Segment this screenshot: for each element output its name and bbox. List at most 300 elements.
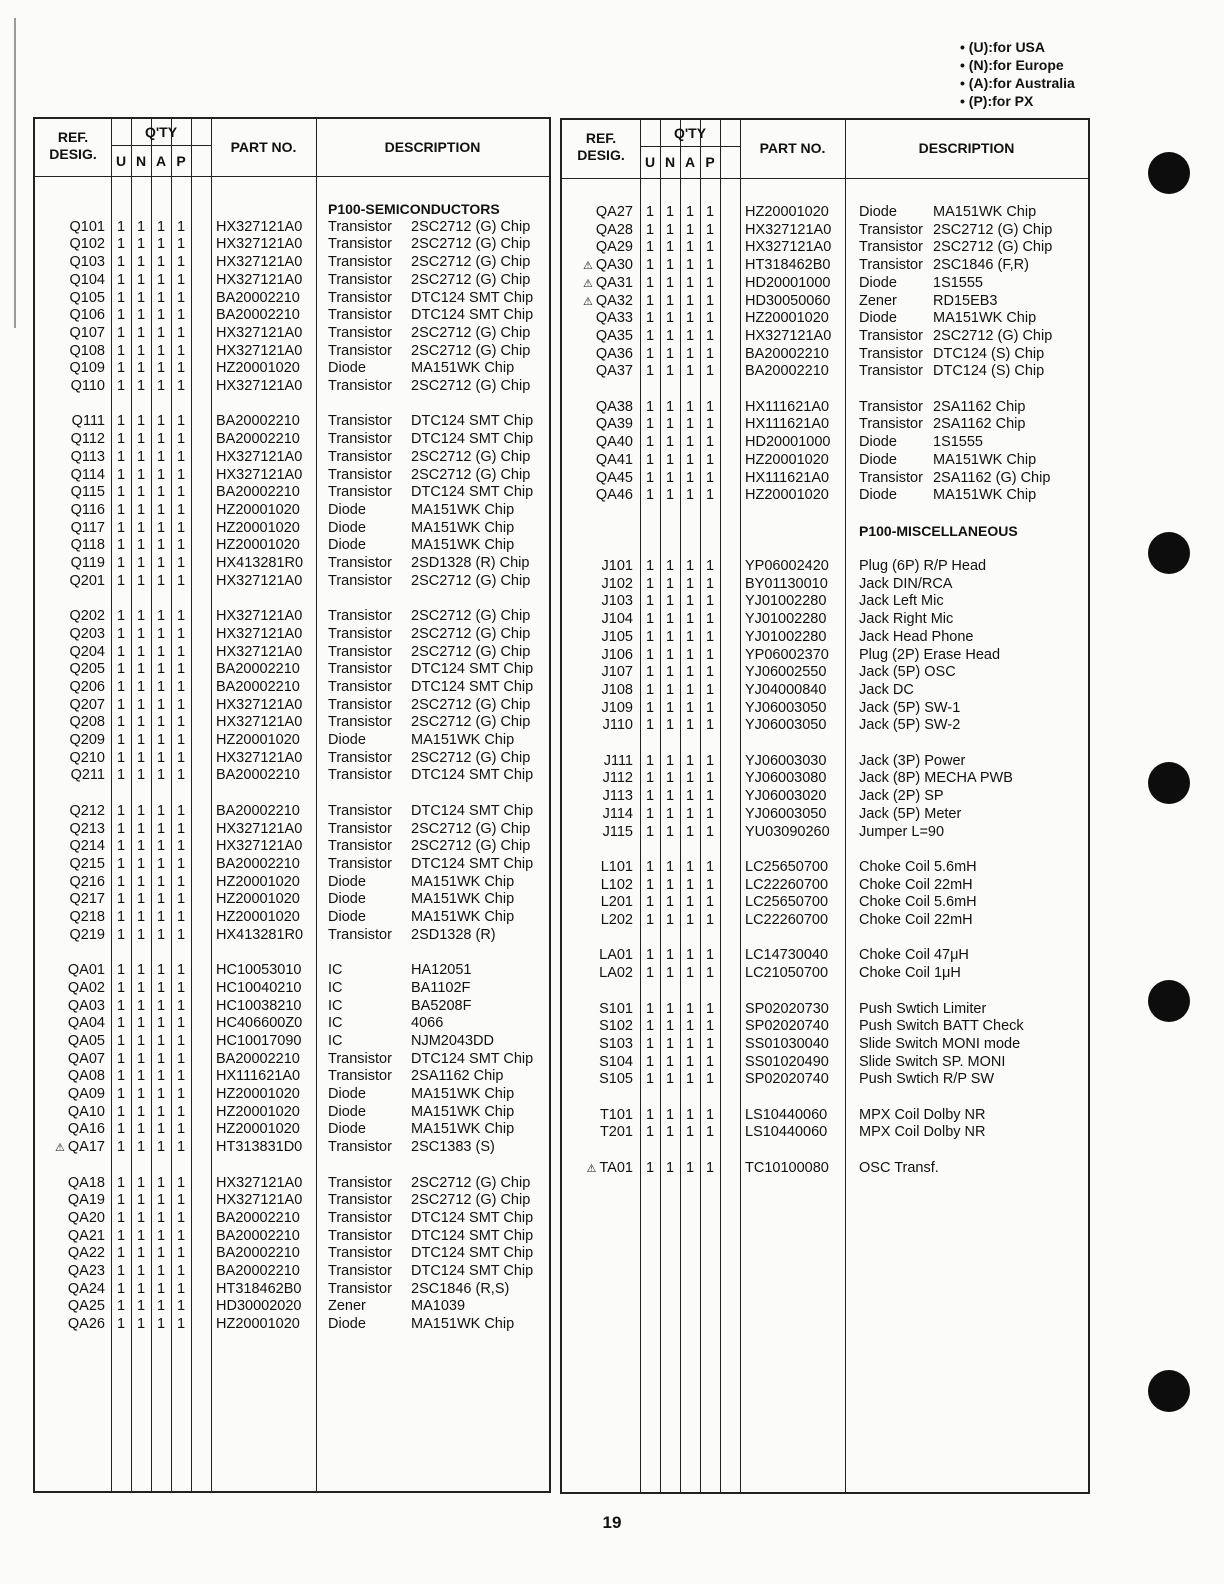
- table-row: [35, 750, 549, 768]
- description-type: Choke Coil 22mH: [859, 912, 973, 928]
- qty-a: 1: [685, 681, 695, 698]
- description-type: IC: [328, 997, 343, 1014]
- part-no: LC21050700: [745, 965, 829, 982]
- qty-p: 1: [705, 434, 715, 451]
- qty-a: 1: [156, 1032, 166, 1049]
- qty-a: 1: [685, 558, 695, 574]
- qty-u: 1: [645, 292, 655, 309]
- description-type: Jack (5P) OSC: [859, 664, 956, 681]
- table-row: [35, 838, 549, 856]
- table-row: [35, 998, 549, 1016]
- table-row: [35, 1281, 549, 1299]
- description-type: Transistor: [328, 678, 392, 695]
- qty-u: 1: [645, 646, 655, 663]
- description-type: IC: [328, 979, 343, 996]
- qty-n: 1: [136, 625, 146, 642]
- description-type: Choke Coil 5.6mH: [859, 858, 977, 875]
- qty-a: 1: [685, 434, 695, 451]
- table-row: [35, 467, 549, 485]
- description-type: OSC Transf.: [859, 1159, 939, 1176]
- description-type: IC: [328, 962, 343, 979]
- part-no: SS01020490: [745, 1053, 829, 1070]
- part-no: TC10100080: [745, 1159, 829, 1176]
- table-row: [35, 502, 549, 520]
- qty-a: 1: [685, 398, 695, 415]
- qty-p: 1: [176, 661, 186, 678]
- qty-a: 1: [156, 1209, 166, 1226]
- description-type: Diode: [859, 451, 897, 468]
- qty-a: 1: [685, 345, 695, 362]
- qty-a: 1: [685, 664, 695, 681]
- ref-desig: Q106: [69, 307, 105, 324]
- table-row: [562, 788, 1088, 806]
- part-no: HZ20001020: [745, 310, 829, 327]
- ref-desig: Q206: [69, 678, 105, 695]
- qty-p: 1: [705, 876, 715, 893]
- qty-n: 1: [136, 997, 146, 1014]
- table-row: [35, 821, 549, 839]
- qty-u: 1: [645, 1018, 655, 1035]
- table-row: [35, 1228, 549, 1246]
- qty-n: 1: [665, 681, 675, 698]
- part-no: HX327121A0: [216, 820, 303, 837]
- qty-p: 1: [176, 643, 186, 660]
- part-no: HX111621A0: [745, 469, 830, 486]
- qty-a: 1: [156, 448, 166, 465]
- qty-n: 1: [665, 752, 675, 769]
- table-row: [35, 714, 549, 732]
- part-no: HD30002020: [216, 1298, 302, 1315]
- ref-desig: J114: [602, 805, 633, 822]
- table-row: [35, 1033, 549, 1051]
- description-type: Diode: [859, 204, 897, 220]
- qty-a: 1: [156, 891, 166, 908]
- qty-p: 1: [176, 1263, 186, 1279]
- header-qty-p: P: [705, 154, 715, 170]
- qty-n: 1: [136, 1245, 146, 1262]
- qty-u: 1: [116, 696, 126, 713]
- qty-u: 1: [116, 254, 126, 271]
- description-detail: 2SA1162 Chip: [933, 398, 1026, 415]
- table-row: [562, 452, 1088, 470]
- table-row: [35, 732, 549, 750]
- qty-n: 1: [136, 1209, 146, 1226]
- qty-a: 1: [156, 1298, 166, 1315]
- ref-desig: Q205: [69, 661, 105, 678]
- qty-u: 1: [116, 1015, 126, 1032]
- qty-u: 1: [645, 398, 655, 415]
- legend-px: • (P):for PX: [960, 92, 1075, 110]
- qty-n: 1: [665, 611, 675, 628]
- part-no: YP06002370: [745, 646, 829, 663]
- qty-p: 1: [705, 1018, 715, 1035]
- description-detail: MA151WK Chip: [411, 537, 515, 554]
- qty-u: 1: [645, 327, 655, 344]
- page-number: 19: [602, 1513, 622, 1532]
- description-type: Transistor: [859, 221, 923, 238]
- qty-p: 1: [705, 681, 715, 698]
- description-detail: 1S1555: [933, 274, 983, 291]
- table-row: [35, 254, 549, 272]
- qty-p: 1: [705, 1053, 715, 1070]
- qty-n: 1: [665, 204, 675, 220]
- qty-n: 1: [136, 962, 146, 979]
- qty-n: 1: [136, 1298, 146, 1315]
- table-row: [562, 611, 1088, 629]
- qty-a: 1: [685, 965, 695, 982]
- ref-desig: QA41: [595, 451, 633, 468]
- part-no: HZ20001020: [216, 1316, 300, 1333]
- part-no: BA20002210: [745, 345, 829, 362]
- qty-n: 1: [665, 699, 675, 716]
- qty-a: 1: [156, 1174, 166, 1191]
- ref-desig: J111: [603, 752, 633, 769]
- qty-n: 1: [136, 484, 146, 501]
- ref-desig: QA02: [67, 979, 105, 996]
- description-type: Diode: [328, 732, 366, 748]
- qty-n: 1: [136, 732, 146, 748]
- description-type: Push Switch BATT Check: [859, 1018, 1024, 1035]
- qty-a: 1: [156, 1227, 166, 1244]
- ref-desig: LA02: [599, 965, 633, 982]
- qty-p: 1: [705, 1000, 715, 1017]
- table-row: [35, 874, 549, 892]
- table-row: [35, 537, 549, 555]
- qty-p: 1: [176, 962, 186, 979]
- table-row: [562, 293, 1088, 311]
- ref-desig: S104: [599, 1053, 633, 1070]
- qty-a: 1: [685, 912, 695, 928]
- qty-n: 1: [136, 608, 146, 625]
- qty-n: 1: [665, 664, 675, 681]
- qty-a: 1: [156, 696, 166, 713]
- qty-a: 1: [156, 802, 166, 819]
- qty-a: 1: [685, 752, 695, 769]
- table-row: [35, 1192, 549, 1210]
- qty-u: 1: [116, 1103, 126, 1120]
- part-no: HX327121A0: [216, 218, 303, 235]
- qty-n: 1: [136, 855, 146, 872]
- qty-u: 1: [116, 1032, 126, 1049]
- part-no: HX413281R0: [216, 926, 304, 943]
- table-row: [35, 272, 549, 290]
- qty-p: 1: [176, 1068, 186, 1085]
- description-detail: 2SC2712 (G) Chip: [411, 378, 531, 394]
- qty-n: 1: [665, 912, 675, 928]
- ref-desig: Q116: [70, 501, 105, 518]
- qty-n: 1: [665, 239, 675, 256]
- description-type: Diode: [328, 519, 366, 536]
- qty-u: 1: [116, 926, 126, 943]
- part-no: YJ06003020: [745, 788, 827, 805]
- ref-desig: Q214: [69, 838, 105, 855]
- qty-n: 1: [136, 236, 146, 253]
- description-detail: DTC124 SMT Chip: [411, 802, 534, 819]
- part-no: SP02020740: [745, 1071, 829, 1088]
- table-row: [35, 1068, 549, 1086]
- table-row: [35, 484, 549, 502]
- qty-p: 1: [176, 1121, 186, 1138]
- punch-hole: [1148, 1370, 1190, 1412]
- description-detail: DTC124 SMT Chip: [411, 767, 534, 784]
- qty-a: 1: [156, 732, 166, 748]
- qty-a: 1: [685, 239, 695, 256]
- qty-p: 1: [705, 487, 715, 504]
- qty-a: 1: [156, 855, 166, 872]
- qty-a: 1: [685, 858, 695, 875]
- qty-a: 1: [156, 749, 166, 766]
- qty-u: 1: [116, 1280, 126, 1297]
- header-qty-a: A: [155, 153, 167, 169]
- part-no: HX327121A0: [216, 448, 303, 465]
- table-row: [35, 555, 549, 573]
- qty-u: 1: [645, 788, 655, 805]
- table-row: [35, 520, 549, 538]
- description-detail: DTC124 (S) Chip: [933, 363, 1045, 380]
- header-qty-n: N: [135, 153, 147, 169]
- table-row: [562, 1160, 1088, 1178]
- description-detail: DTC124 SMT Chip: [411, 289, 534, 306]
- ref-desig: Q216: [69, 873, 105, 890]
- qty-u: 1: [645, 823, 655, 840]
- ref-desig: Q218: [69, 909, 105, 925]
- qty-a: 1: [156, 236, 166, 253]
- part-no: YJ01002280: [745, 628, 827, 645]
- table-row: [35, 343, 549, 361]
- section-title: P100-SEMICONDUCTORS: [328, 201, 500, 217]
- qty-u: 1: [116, 838, 126, 855]
- qty-a: 1: [156, 767, 166, 784]
- part-no: HT318462B0: [745, 257, 831, 274]
- part-no: HX111621A0: [745, 398, 830, 415]
- qty-a: 1: [156, 1316, 166, 1333]
- description-type: Jack Head Phone: [859, 628, 974, 645]
- qty-a: 1: [685, 699, 695, 716]
- description-type: Diode: [859, 434, 897, 451]
- ref-desig: ⚠ QA31: [562, 275, 633, 294]
- ref-desig: QA28: [595, 221, 633, 238]
- description-type: Diode: [328, 909, 366, 925]
- ref-desig: QA25: [67, 1298, 105, 1315]
- qty-n: 1: [665, 965, 675, 982]
- qty-p: 1: [705, 469, 715, 486]
- qty-p: 1: [705, 1106, 715, 1123]
- description-type: Jack Left Mic: [859, 593, 944, 610]
- ref-desig: Q210: [69, 749, 105, 766]
- table-row: [35, 1210, 549, 1228]
- qty-n: 1: [136, 324, 146, 341]
- qty-a: 1: [156, 378, 166, 394]
- qty-u: 1: [645, 1159, 655, 1176]
- part-no: BA20002210: [216, 1245, 300, 1262]
- qty-n: 1: [136, 1103, 146, 1120]
- table-row: [35, 431, 549, 449]
- qty-u: 1: [116, 678, 126, 695]
- part-no: LC22260700: [745, 876, 829, 893]
- part-no: HX327121A0: [216, 1192, 303, 1209]
- ref-desig: Q219: [69, 926, 105, 943]
- description-type: Transistor: [328, 555, 392, 571]
- ref-desig: QA08: [67, 1068, 105, 1085]
- description-detail: 2SC2712 (G) Chip: [411, 271, 531, 288]
- ref-desig: J112: [602, 770, 633, 787]
- qty-p: 1: [705, 699, 715, 716]
- part-no: BA20002210: [216, 413, 300, 430]
- description-type: Push Swtich Limiter: [859, 1000, 987, 1017]
- qty-a: 1: [685, 487, 695, 504]
- table-row: [562, 664, 1088, 682]
- qty-n: 1: [136, 1050, 146, 1067]
- qty-p: 1: [176, 484, 186, 501]
- qty-n: 1: [136, 307, 146, 324]
- qty-u: 1: [645, 664, 655, 681]
- header-ref-desig: REF. DESIG.: [49, 129, 97, 162]
- punch-hole: [1148, 152, 1190, 194]
- description-detail: DTC124 SMT Chip: [411, 1050, 534, 1067]
- qty-a: 1: [156, 608, 166, 625]
- description-type: Transistor: [328, 1139, 392, 1156]
- table-row: [562, 717, 1088, 735]
- qty-a: 1: [685, 628, 695, 645]
- description-type: Transistor: [859, 416, 923, 433]
- qty-a: 1: [685, 257, 695, 274]
- ref-desig: QA40: [595, 434, 633, 451]
- qty-p: 1: [705, 912, 715, 928]
- qty-a: 1: [156, 873, 166, 890]
- qty-u: 1: [116, 1263, 126, 1279]
- qty-n: 1: [136, 979, 146, 996]
- qty-p: 1: [176, 1245, 186, 1262]
- qty-a: 1: [156, 537, 166, 554]
- table-row: [562, 629, 1088, 647]
- description-type: IC: [328, 1032, 343, 1049]
- description-detail: 2SC2712 (G) Chip: [933, 239, 1053, 256]
- qty-n: 1: [136, 555, 146, 571]
- table-row: [35, 1051, 549, 1069]
- ref-desig: T101: [599, 1106, 633, 1123]
- part-no: HX327121A0: [216, 236, 303, 253]
- description-type: Transistor: [859, 345, 923, 362]
- description-detail: 2SC2712 (G) Chip: [411, 749, 531, 766]
- qty-n: 1: [665, 274, 675, 291]
- qty-a: 1: [685, 416, 695, 433]
- ref-desig: QA24: [67, 1280, 105, 1297]
- ref-desig: QA38: [595, 398, 633, 415]
- table-row: [35, 980, 549, 998]
- description-type: Transistor: [328, 413, 392, 430]
- qty-u: 1: [645, 310, 655, 327]
- ref-desig: J101: [601, 558, 633, 574]
- qty-u: 1: [116, 1209, 126, 1226]
- part-no: SP02020730: [745, 1000, 829, 1017]
- table-row: [35, 608, 549, 626]
- ref-desig: QA04: [67, 1015, 105, 1032]
- qty-p: 1: [705, 858, 715, 875]
- qty-p: 1: [176, 820, 186, 837]
- description-type: Diode: [328, 501, 366, 518]
- part-no: SP02020740: [745, 1018, 829, 1035]
- qty-a: 1: [685, 1035, 695, 1052]
- qty-n: 1: [665, 575, 675, 592]
- qty-n: 1: [665, 469, 675, 486]
- description-detail: DTC124 SMT Chip: [411, 484, 534, 501]
- table-row: [35, 679, 549, 697]
- qty-u: 1: [645, 805, 655, 822]
- ref-desig: Q115: [70, 484, 105, 501]
- description-detail: DTC124 SMT Chip: [411, 855, 534, 872]
- qty-n: 1: [665, 398, 675, 415]
- qty-p: 1: [176, 608, 186, 625]
- qty-p: 1: [176, 997, 186, 1014]
- description-detail: 2SC2712 (G) Chip: [411, 643, 531, 660]
- description-type: Transistor: [328, 431, 392, 448]
- description-detail: 2SC2712 (G) Chip: [411, 696, 531, 713]
- qty-u: 1: [645, 681, 655, 698]
- qty-p: 1: [705, 717, 715, 734]
- table-row: [562, 487, 1088, 505]
- qty-n: 1: [665, 1000, 675, 1017]
- region-legend: [960, 38, 1075, 110]
- qty-p: 1: [705, 788, 715, 805]
- qty-a: 1: [156, 625, 166, 642]
- qty-a: 1: [685, 646, 695, 663]
- description-type: Zener: [859, 292, 897, 309]
- qty-a: 1: [685, 788, 695, 805]
- qty-n: 1: [665, 1018, 675, 1035]
- part-no: BY01130010: [745, 575, 828, 592]
- qty-p: 1: [705, 451, 715, 468]
- qty-p: 1: [176, 891, 186, 908]
- description-detail: MA151WK Chip: [411, 1316, 515, 1333]
- description-type: Diode: [328, 891, 366, 908]
- ref-desig: QA27: [595, 204, 633, 220]
- part-no: HX413281R0: [216, 555, 304, 571]
- qty-n: 1: [665, 434, 675, 451]
- description-type: Diode: [328, 1086, 366, 1102]
- qty-u: 1: [645, 204, 655, 220]
- qty-u: 1: [116, 1227, 126, 1244]
- part-no: HX327121A0: [216, 466, 303, 483]
- ref-desig: S101: [599, 1000, 633, 1017]
- qty-p: 1: [176, 1192, 186, 1209]
- qty-p: 1: [705, 823, 715, 840]
- description-detail: 2SC1846 (R,S): [411, 1280, 510, 1297]
- ref-desig: Q119: [70, 555, 105, 571]
- qty-a: 1: [685, 611, 695, 628]
- header-description: DESCRIPTION: [918, 140, 1015, 156]
- qty-a: 1: [156, 979, 166, 996]
- qty-a: 1: [685, 823, 695, 840]
- ref-desig: Q207: [69, 696, 105, 713]
- ref-desig: QA35: [595, 327, 633, 344]
- ref-desig: J106: [601, 646, 633, 663]
- qty-p: 1: [176, 236, 186, 253]
- description-type: Transistor: [328, 1280, 392, 1297]
- description-detail: 2SC2712 (G) Chip: [411, 254, 531, 271]
- part-no: HZ20001020: [216, 519, 300, 536]
- qty-n: 1: [136, 431, 146, 448]
- ref-desig: Q114: [70, 466, 105, 483]
- qty-n: 1: [665, 628, 675, 645]
- part-no: HX327121A0: [216, 324, 303, 341]
- qty-p: 1: [176, 572, 186, 589]
- ref-desig: QA45: [595, 469, 633, 486]
- qty-a: 1: [156, 271, 166, 288]
- qty-u: 1: [645, 1071, 655, 1088]
- ref-desig: L201: [600, 894, 633, 911]
- qty-u: 1: [645, 575, 655, 592]
- ref-desig: QA36: [595, 345, 633, 362]
